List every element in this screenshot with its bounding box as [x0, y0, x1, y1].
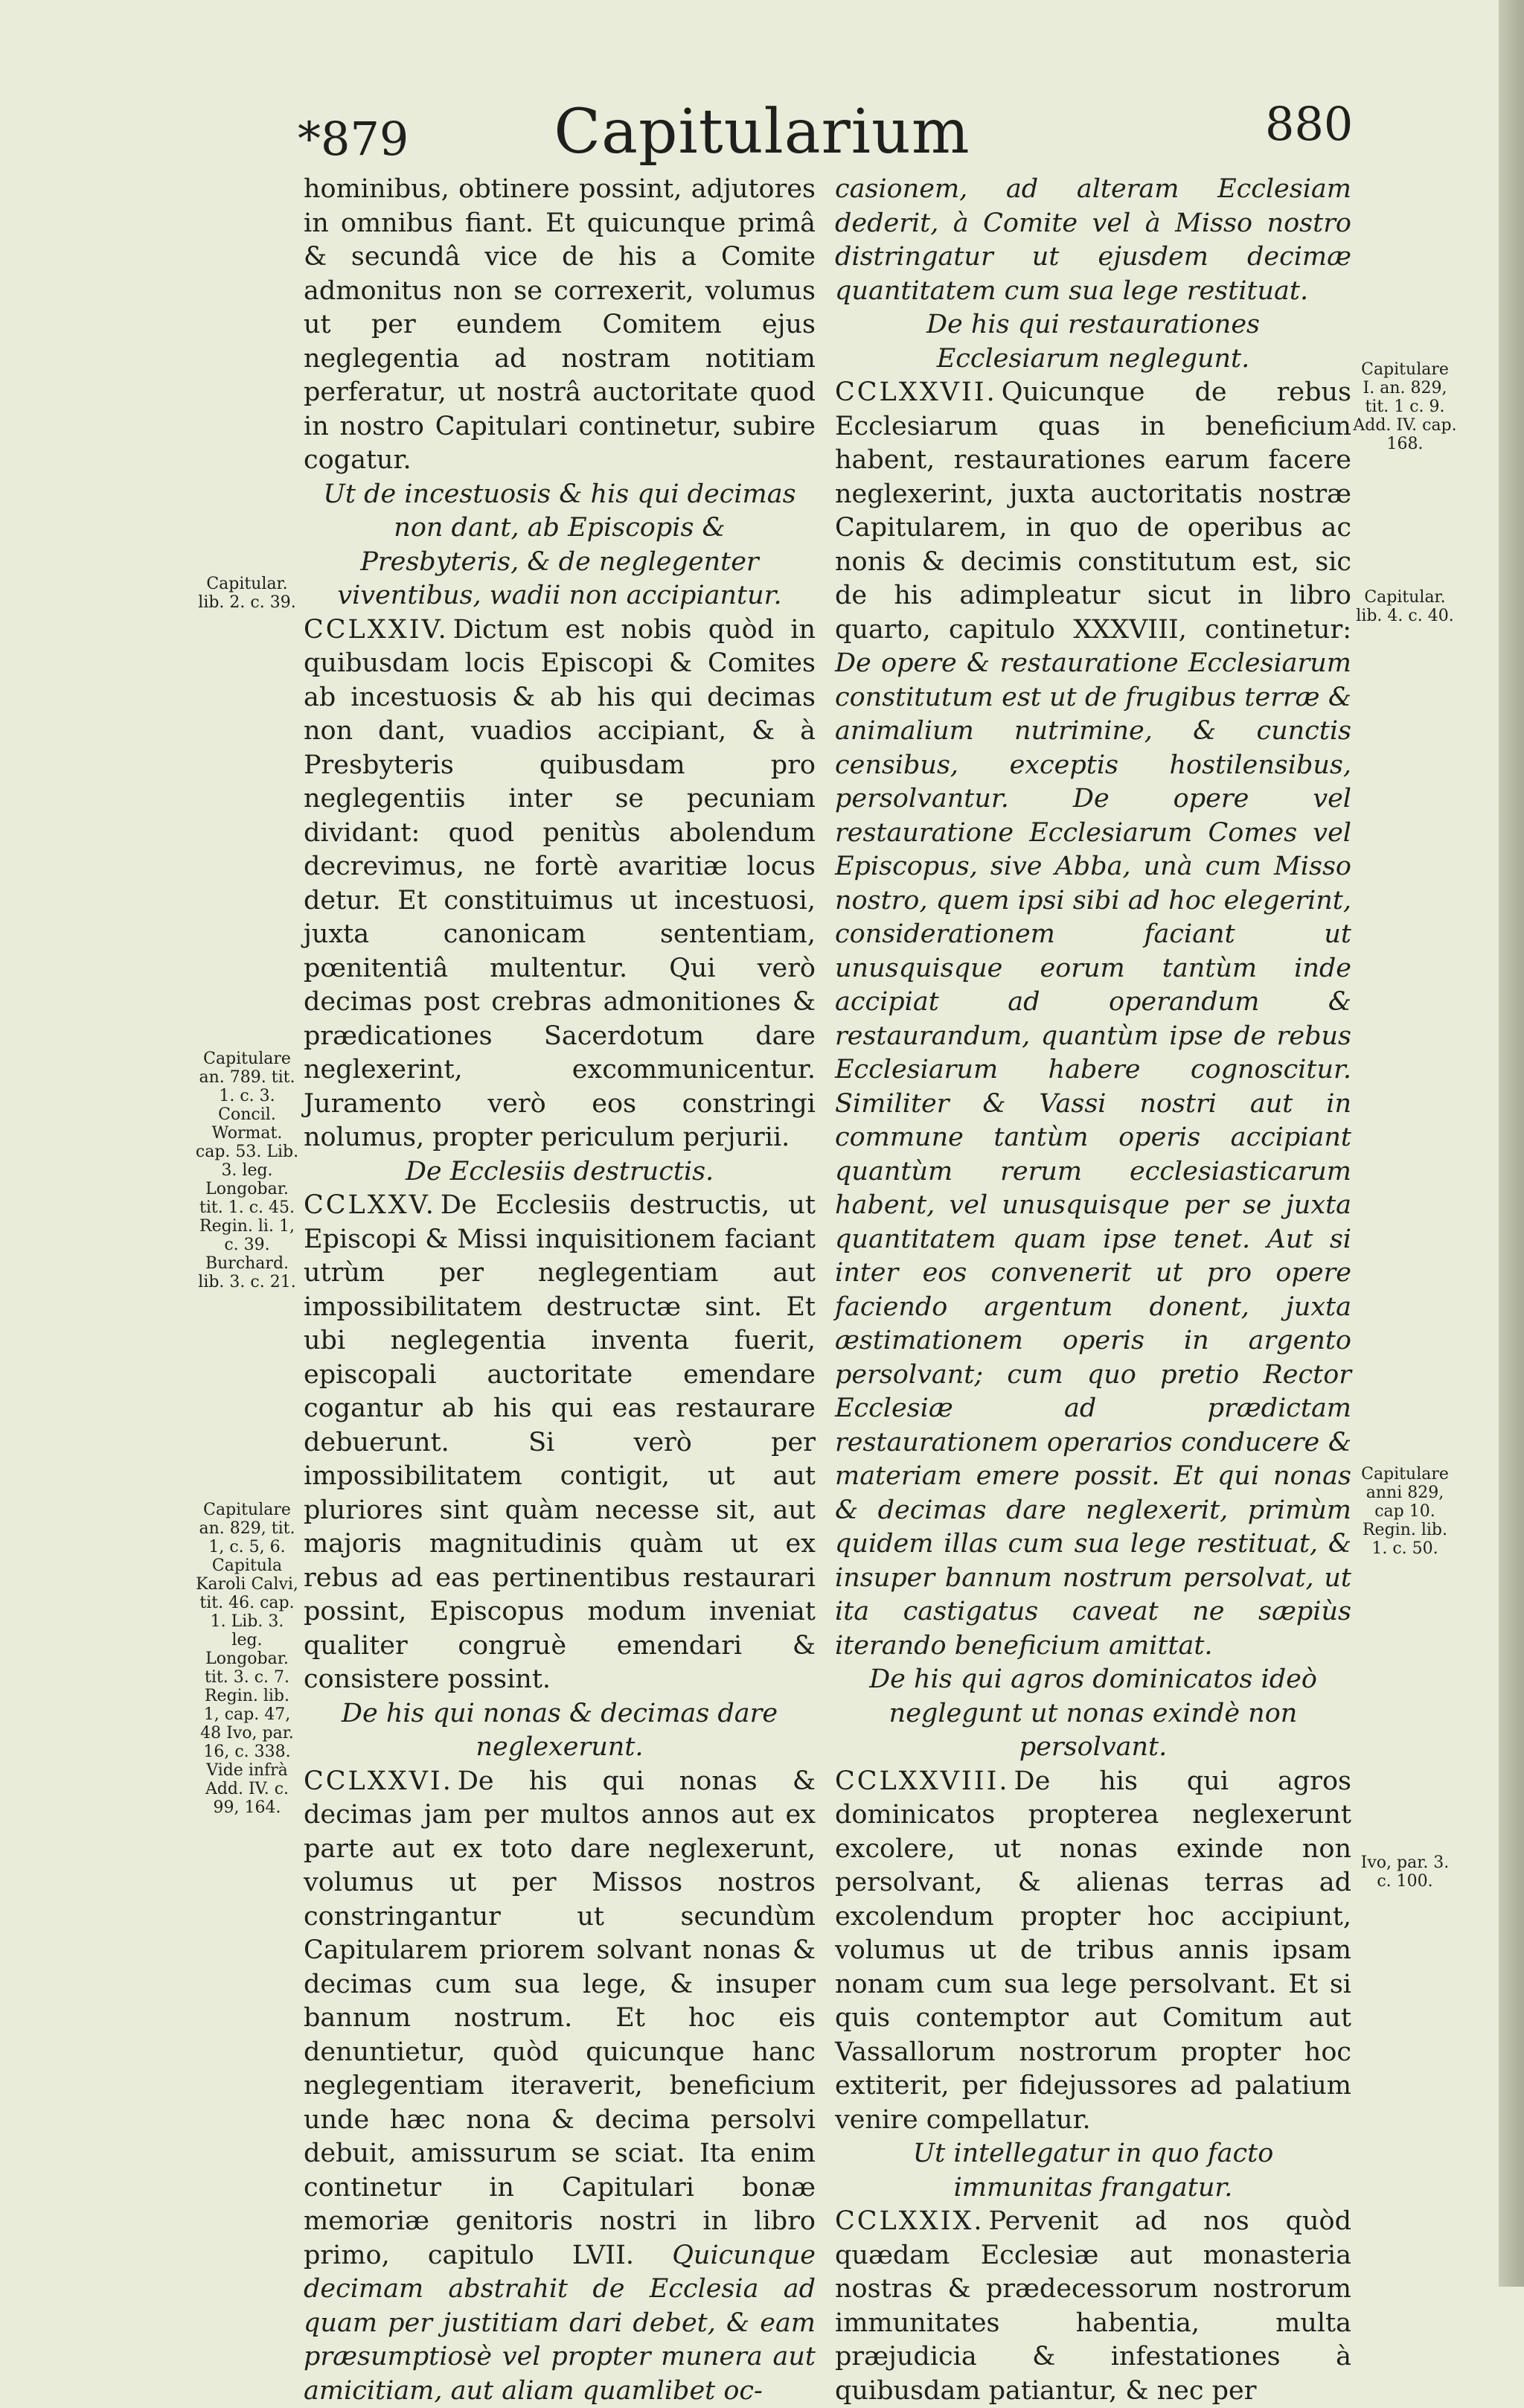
chapter-text: Pervenit ad nos quòd quædam Ecclesiæ aut monasteria nostras & prædecessorum nostrorum immunitates habentia, multa præjudicia & infestationes à quibusdam patiantur, & nec per — [835, 2206, 1351, 2406]
chapter-text: De Ecclesiis destructis, ut Episcopi & Missi inquisitionem faciant utrùm per neglegentiam aut impossibilitatem destructæ sint. Et ubi neglegentia inventa fuerit, episcopali auctoritate emendare cogantur ab his qui eas restaurare debuerunt. Si verò per impossibilitatem contigit, ut aut pluriores sint quàm necesse sit, aut majoris magnitudinis quàm ut ex rebus ad eas pertinentibus restaurari possint, Episcopus modum inveniat qualiter congruè emendari & consistere possint. — [304, 1190, 816, 1694]
chapter-heading: Ut de incestuosis & his qui decimas non dant, ab Episcopis & Presbyteris, & de neglegenter viventibus, wadii non accipiantur. — [304, 478, 816, 613]
chapter-number: CCLXXIX. — [835, 2206, 984, 2236]
chapter-278 — [835, 1765, 1351, 2138]
chapter-text: De his qui nonas & decimas jam per multos annos aut ex parte aut ex toto dare neglexerunt, volumus ut per Missos nostros constringantur ut secundùm Capitularem priorem solvant nonas & decimas cum sua lege, & insuper bannum nostrum. Et hoc eis denuntietur, quòd quicunque hanc neglegentiam iteraverit, beneficium unde hæc nona & decima persolvi debuit, amissurum se sciat. Ita enim continetur in Capitulari bonæ memoriæ genitoris nostri in libro primo, capitulo LVII. — [304, 1766, 816, 2270]
page-number-left: *879 — [298, 112, 409, 166]
chapter-quote: De opere & restauratione Ecclesiarum constitutum est ut de frugibus terræ & animalium nutrimine, & cunctis censibus, exceptis hostilensibus, persolvantur. De opere vel restauratione Ecclesiarum Comes vel Episcopus, sive Abba, unà cum Misso nostro, quem ipsi sibi ad hoc elegerint, considerationem faciant ut unusquisque eorum tantùm inde accipiat ad operandum & restaurandum, quantùm ipse de rebus Ecclesiarum habere cognoscitur. Similiter & Vassi nostri aut in commune tantùm operis accipiant quantùm rerum ecclesiasticarum habent, vel unusquisque per se juxta quantitatem quam ipse tenet. Aut si inter eos convenerit ut pro opere faciendo argentum donent, juxta æstimationem operis in argento persolvant; cum quo pretio Rector Ecclesiæ ad prædictam restaurationem operarios conducere & materiam emere possit. Et qui nonas & decimas dare neglexerit, primùm quidem illas cum sua lege restituat, & insuper bannum nostrum persolvat, ut ita castigatus caveat ne sæpiùs iterando beneficium amittat. — [835, 648, 1351, 1661]
chapter-number: CCLXXV. — [304, 1190, 436, 1220]
page-title: Capitularium — [0, 97, 1524, 167]
paragraph-continuation: hominibus, obtinere possint, adjutores in omnibus fiant. Et quicunque primâ & secundâ vice de his a Comite admonitus non se correxerit, volumus ut per eundem Comitem ejus neglegentia ad nostram notitiam perferatur, ut nostrâ auctoritate quod in nostro Capitulari continetur, subire cogatur. — [304, 173, 816, 478]
chapter-text: Dictum est nobis quòd in quibusdam locis Episcopi & Comites ab incestuosis & ab his qui decimas non dant, vuadios accipiant, & à Presbyteris quibusdam pro neglegentiis inter se pecuniam dividant: quod penitùs abolendum decrevimus, ne fortè avaritiæ locus detur. Et constituimus ut incestuosi, juxta canonicam sententiam, pœnitentiâ multentur. Qui verò decimas post crebras admonitiones & prædicationes Sacerdotum dare neglexerint, excommunicentur. Juramento verò eos constringi nolumus, propter periculum perjurii. — [304, 615, 816, 1153]
left-text-column — [304, 173, 816, 2408]
chapter-heading: De his qui nonas & decimas dare neglexerunt. — [304, 1697, 816, 1765]
chapter-274 — [304, 613, 816, 1155]
chapter-heading: De Ecclesiis destructis. — [304, 1155, 816, 1189]
chapter-text: De his qui agros dominicatos propterea neglexerunt excolere, ut nonas exinde non persolvant, & alienas terras ad excolendum propter hoc accipiunt, volumus ut de tribus annis ipsam nonam cum sua lege persolvant. Et si quis contemptor aut Comitum aut Vassallorum nostrorum propter hoc extiterit, per fidejussores ad palatium venire compellatur. — [835, 1766, 1351, 2135]
running-header — [0, 97, 1524, 179]
margin-note-right: Capitulare I. an. 829, tit. 1 c. 9. Add. IV. cap. 168. — [1353, 360, 1457, 453]
chapter-279 — [835, 2205, 1351, 2408]
chapter-276 — [304, 1765, 816, 2408]
margin-note-left: Capitulare an. 789. tit. 1. c. 3. Concil. Wormat. cap. 53. Lib. 3. leg. Longobar. tit. 1. c. 45. Regin. li. 1, c. 39. Burchard. lib. 3. c. 21. — [195, 1050, 299, 1291]
chapter-number: CCLXXVI. — [304, 1766, 453, 1796]
chapter-number: CCLXXIV. — [304, 615, 449, 645]
chapter-number: CCLXXVIII. — [835, 1766, 1010, 1796]
paragraph-continuation: casionem, ad alteram Ecclesiam dederit, à Comite vel à Misso nostro distringatur ut ejusdem decimæ quantitatem cum sua lege restituat. — [835, 173, 1351, 308]
chapter-number: CCLXXVII. — [835, 377, 997, 407]
right-text-column — [835, 173, 1351, 2408]
chapter-275 — [304, 1189, 816, 1697]
page-number-right: 880 — [1265, 97, 1353, 151]
page-edge-shadow — [1499, 0, 1524, 2287]
chapter-text: Quicunque de rebus Ecclesiarum quas in beneficium habent, restaurationes earum facere neglexerint, juxta auctoritatis nostræ Capitularem, in quo de operibus ac nonis & decimis constitutum est, sic de his adimpleatur sicut in libro quarto, capitulo XXXVIII, continetur: — [835, 377, 1351, 645]
margin-note-right: Capitular. lib. 4. c. 40. — [1353, 588, 1457, 625]
margin-note-left: Capitulare an. 829, tit. 1, c. 5, 6. Capitula Karoli Calvi, tit. 46. cap. 1. Lib. 3. leg. Longobar. tit. 3. c. 7. Regin. lib. 1, cap. 47, 48 Ivo, par. 16, c. 338. Vide infrà Add. IV. c. 99, 164. — [195, 1501, 299, 1817]
chapter-quote: Quicunque decimam abstrahit de Ecclesia ad quam per justitiam dari debet, & eam præsumptiosè vel propter munera aut amicitiam, aut aliam quamlibet oc- — [304, 2241, 816, 2406]
margin-note-right: Ivo, par. 3. c. 100. — [1353, 1853, 1457, 1891]
chapter-heading: De his qui agros dominicatos ideò neglegunt ut nonas exindè non persolvant. — [835, 1663, 1351, 1765]
margin-note-left: Capitular. lib. 2. c. 39. — [195, 575, 299, 612]
margin-note-right: Capitulare anni 829, cap 10. Regin. lib. 1. c. 50. — [1353, 1465, 1457, 1558]
chapter-heading: De his qui restaurationes Ecclesiarum neglegunt. — [835, 308, 1351, 376]
chapter-277 — [835, 376, 1351, 1663]
chapter-heading: Ut intellegatur in quo facto immunitas frangatur. — [835, 2137, 1351, 2205]
